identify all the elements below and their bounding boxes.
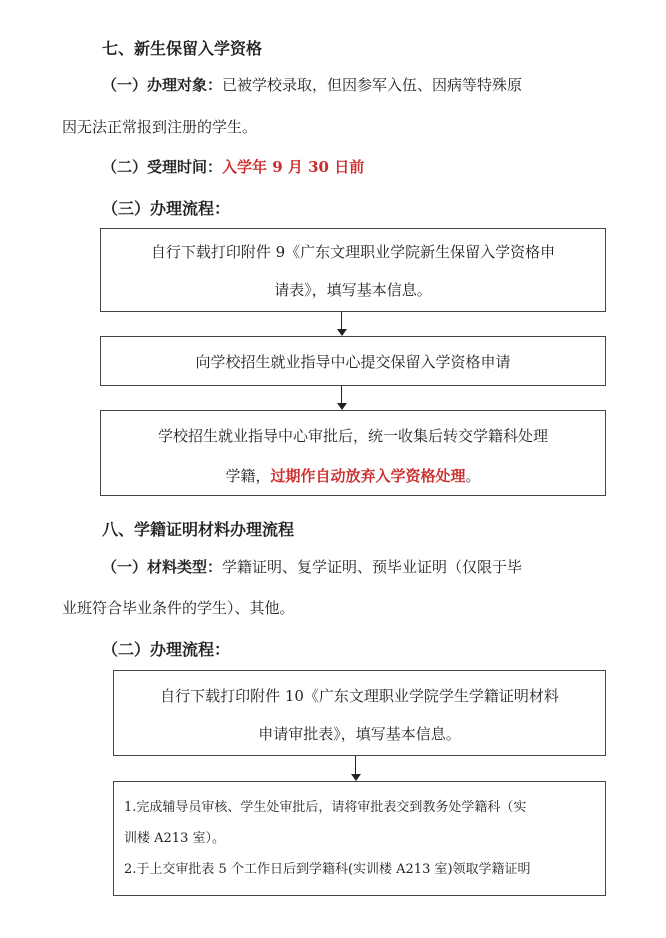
section-7-title: 七、新生保留入学资格: [102, 39, 263, 58]
flow-step-8-2: [113, 781, 606, 896]
flow-step-2-line1: 向学校招生就业指导中心提交保留入学资格申请: [195, 353, 511, 371]
target-label: （一）办理对象：: [102, 76, 223, 94]
time-paragraph: [102, 156, 364, 177]
flow-step-1: [100, 228, 606, 312]
types-paragraph: [102, 556, 522, 577]
time-value: 入学年 9 月 30 日前: [222, 158, 365, 176]
arrow-down-icon: [337, 386, 347, 410]
flow-step-3-post: 。: [465, 467, 481, 485]
types-text-cont: 业班符合毕业条件的学生）、其他。: [62, 599, 295, 617]
process-label-7: （三）办理流程：: [102, 199, 231, 218]
flow-step-3-line1: 学校招生就业指导中心审批后，统一收集后转交学籍科处理: [157, 427, 548, 445]
time-label: （二）受理时间：: [102, 158, 223, 176]
flow-step-8-1-line1: 自行下载打印附件 10《广东文理职业学院学生学籍证明材料: [160, 687, 559, 705]
flow-step-8-2-line3: 2.于上交审批表 5 个工作日后到学籍科(实训楼 A213 室)领取学籍证明: [124, 862, 531, 877]
types-text: 学籍证明、复学证明、预毕业证明（仅限于毕: [222, 558, 523, 576]
section-8-title: 八、学籍证明材料办理流程: [102, 520, 295, 539]
target-paragraph: [102, 74, 522, 95]
flow-step-8-1: [113, 670, 606, 756]
target-text-cont: 因无法正常报到注册的学生。: [62, 118, 258, 136]
flow-step-3-warning: 过期作自动放弃入学资格处理: [270, 467, 466, 485]
flow-step-8-1-line2: 申请审批表》，填写基本信息。: [258, 725, 461, 743]
target-text: 已被学校录取，但因参军入伍、因病等特殊原: [222, 76, 523, 94]
flow-step-8-2-line2: 训楼 A213 室）。: [124, 831, 225, 846]
flow-step-2: [100, 336, 606, 386]
flow-step-3: [100, 410, 606, 496]
flow-step-8-2-line1: 1.完成辅导员审核、学生处审批后，请将审批表交到教务处学籍科（实: [124, 800, 527, 815]
flow-step-1-line1: 自行下载打印附件 9《广东文理职业学院新生保留入学资格申: [150, 243, 556, 261]
flow-step-3-line2: [101, 465, 605, 486]
types-label: （一）材料类型：: [102, 558, 223, 576]
process-label-8: （二）办理流程：: [102, 640, 231, 659]
flow-step-1-line2: 请表》，填写基本信息。: [274, 281, 432, 299]
flow-step-3-pre: 学籍，: [225, 467, 271, 485]
arrow-down-icon: [337, 312, 347, 336]
arrow-down-icon: [351, 756, 361, 781]
